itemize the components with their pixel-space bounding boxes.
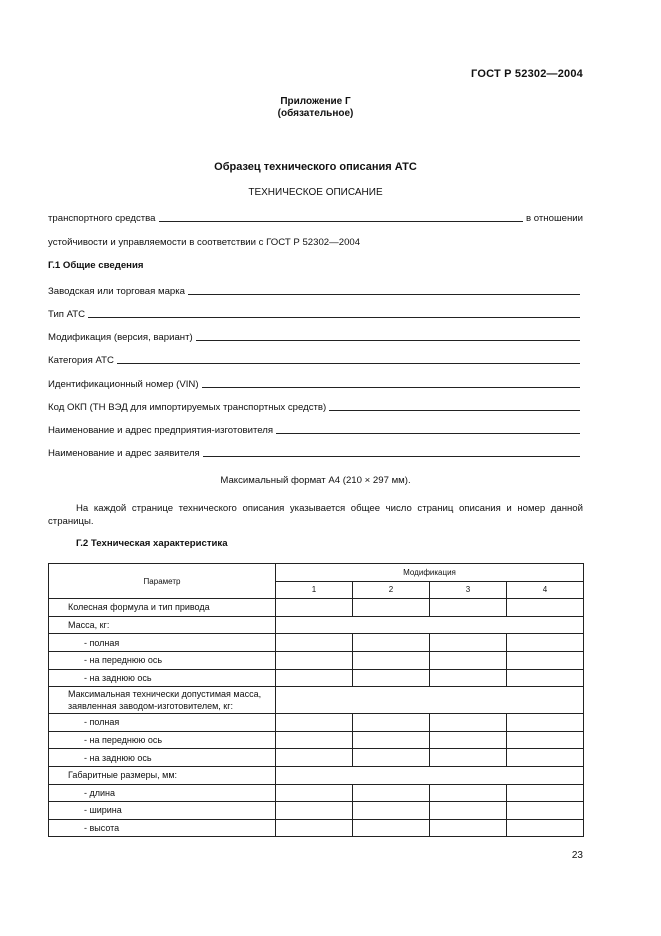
value-cell (353, 731, 430, 749)
value-cell (507, 749, 584, 767)
value-cell (430, 651, 507, 669)
form-field-blank (203, 456, 580, 457)
value-cell (507, 819, 584, 837)
row-label: - на переднюю ось (49, 651, 276, 669)
document-subtitle: ТЕХНИЧЕСКОЕ ОПИСАНИЕ (248, 187, 383, 198)
value-cell (507, 599, 584, 617)
appendix-heading (48, 96, 583, 120)
form-field (48, 352, 583, 366)
spec-table (48, 563, 584, 837)
value-cell (276, 784, 353, 802)
appendix-title: Приложение Г (280, 96, 351, 107)
row-label: - полная (49, 634, 276, 652)
vehicle-field-blank (159, 221, 524, 222)
section-2-title: Г.2 Техническая характеристика (76, 538, 228, 549)
row-label: Масса, кг: (49, 616, 276, 634)
value-cell (507, 802, 584, 820)
form-field-blank (276, 433, 580, 434)
row-label: - на заднюю ось (49, 669, 276, 687)
value-cell (353, 749, 430, 767)
value-cell (507, 669, 584, 687)
form-field-label: Наименование и адрес заявителя (48, 448, 200, 459)
group-cell (276, 616, 584, 634)
row-label: - на переднюю ось (49, 731, 276, 749)
value-cell (276, 714, 353, 732)
form-field-blank (117, 363, 580, 364)
table-row (49, 616, 584, 634)
table-row (49, 687, 584, 714)
value-cell (507, 651, 584, 669)
value-cell (507, 714, 584, 732)
form-field-label: Код ОКП (ТН ВЭД для импортируемых транспортных средств) (48, 402, 327, 413)
value-cell (430, 784, 507, 802)
value-cell (353, 599, 430, 617)
value-cell (353, 714, 430, 732)
form-field-blank (196, 340, 580, 341)
value-cell (507, 731, 584, 749)
value-cell (430, 731, 507, 749)
form-field (48, 399, 583, 413)
row-label: - полная (49, 714, 276, 732)
value-cell (430, 802, 507, 820)
value-cell (353, 819, 430, 837)
form-field (48, 422, 583, 436)
form-field-label: Наименование и адрес предприятия-изготовителя (48, 425, 274, 436)
vehicle-field-label: транспортного средства (48, 213, 156, 224)
row-label: Колесная формула и тип привода (49, 599, 276, 617)
mod-column-header: 1 (276, 581, 353, 599)
table-row (49, 651, 584, 669)
form-field-blank (329, 410, 580, 411)
value-cell (507, 634, 584, 652)
value-cell (276, 634, 353, 652)
form-field (48, 376, 583, 390)
section-1-title: Г.1 Общие сведения (48, 260, 144, 271)
param-header: Параметр (49, 564, 276, 599)
table-row (49, 784, 584, 802)
value-cell (276, 731, 353, 749)
form-field (48, 283, 583, 297)
vehicle-field-line (48, 210, 583, 224)
table-row (49, 634, 584, 652)
form-field-label: Идентификационный номер (VIN) (48, 379, 199, 390)
value-cell (507, 784, 584, 802)
form-field (48, 445, 583, 459)
document-title: Образец технического описания АТС (214, 161, 417, 173)
value-cell (276, 819, 353, 837)
value-cell (276, 802, 353, 820)
page-note: На каждой странице технического описания указывается общее число страниц описания и номер данной страницы. (48, 503, 583, 527)
form-field-label: Заводская или торговая марка (48, 286, 186, 297)
page-number: 23 (571, 850, 583, 861)
form-field-blank (202, 387, 580, 388)
appendix-status: (обязательное) (277, 108, 354, 119)
value-cell (430, 749, 507, 767)
value-cell (276, 599, 353, 617)
standard-number: ГОСТ Р 52302—2004 (471, 68, 583, 80)
form-field-blank (88, 317, 580, 318)
table-row (49, 731, 584, 749)
row-label: - высота (49, 819, 276, 837)
group-cell (276, 687, 584, 714)
table-row (49, 766, 584, 784)
value-cell (276, 651, 353, 669)
form-field-label: Тип АТС (48, 309, 86, 320)
value-cell (430, 634, 507, 652)
row-label: Габаритные размеры, мм: (49, 766, 276, 784)
value-cell (276, 749, 353, 767)
value-cell (353, 802, 430, 820)
form-field-label: Категория АТС (48, 355, 114, 366)
mod-column-header: 3 (430, 581, 507, 599)
value-cell (430, 669, 507, 687)
table-row (49, 599, 584, 617)
form-field-label: Модификация (версия, вариант) (48, 332, 193, 343)
table-row (49, 802, 584, 820)
table-header-row (49, 564, 584, 582)
vehicle-field-tail: в отношении (526, 213, 583, 224)
row-label: - ширина (49, 802, 276, 820)
value-cell (430, 819, 507, 837)
row-label: Максимальная технически допустимая масса, заявленная заводом-изготовителем, кг: (49, 687, 276, 714)
table-row (49, 714, 584, 732)
value-cell (430, 599, 507, 617)
table-row (49, 819, 584, 837)
row-label: - длина (49, 784, 276, 802)
value-cell (353, 651, 430, 669)
group-cell (276, 766, 584, 784)
form-field-blank (188, 294, 580, 295)
intro-line-2: устойчивости и управляемости в соответствии с ГОСТ Р 52302—2004 (48, 237, 361, 248)
value-cell (430, 714, 507, 732)
format-note: Максимальный формат А4 (210 × 297 мм). (220, 475, 411, 486)
row-label: - на заднюю ось (49, 749, 276, 767)
mod-header: Модификация (276, 564, 584, 582)
value-cell (353, 669, 430, 687)
value-cell (353, 634, 430, 652)
value-cell (353, 784, 430, 802)
table-row (49, 749, 584, 767)
mod-column-header: 2 (353, 581, 430, 599)
table-row (49, 669, 584, 687)
mod-column-header: 4 (507, 581, 584, 599)
form-field (48, 306, 583, 320)
value-cell (276, 669, 353, 687)
form-field (48, 329, 583, 343)
